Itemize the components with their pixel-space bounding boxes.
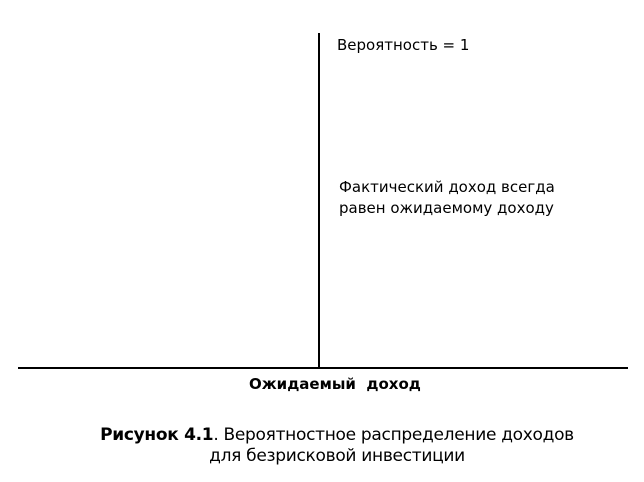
annotation-line-2: равен ожидаемому доходу (339, 199, 554, 217)
caption-number: Рисунок 4.1 (100, 425, 214, 445)
caption-line-1 (0, 425, 644, 446)
caption-line-2: для безрисковой инвестиции (209, 446, 465, 466)
annotation-probability: Вероятность = 1 (337, 36, 470, 54)
figure-caption (0, 425, 644, 467)
annotation-line-1: Фактический доход всегда (339, 178, 555, 196)
caption-text-1: . Вероятностное распределение доходов (213, 425, 574, 445)
x-axis-label: Ожидаемый доход (249, 375, 421, 393)
